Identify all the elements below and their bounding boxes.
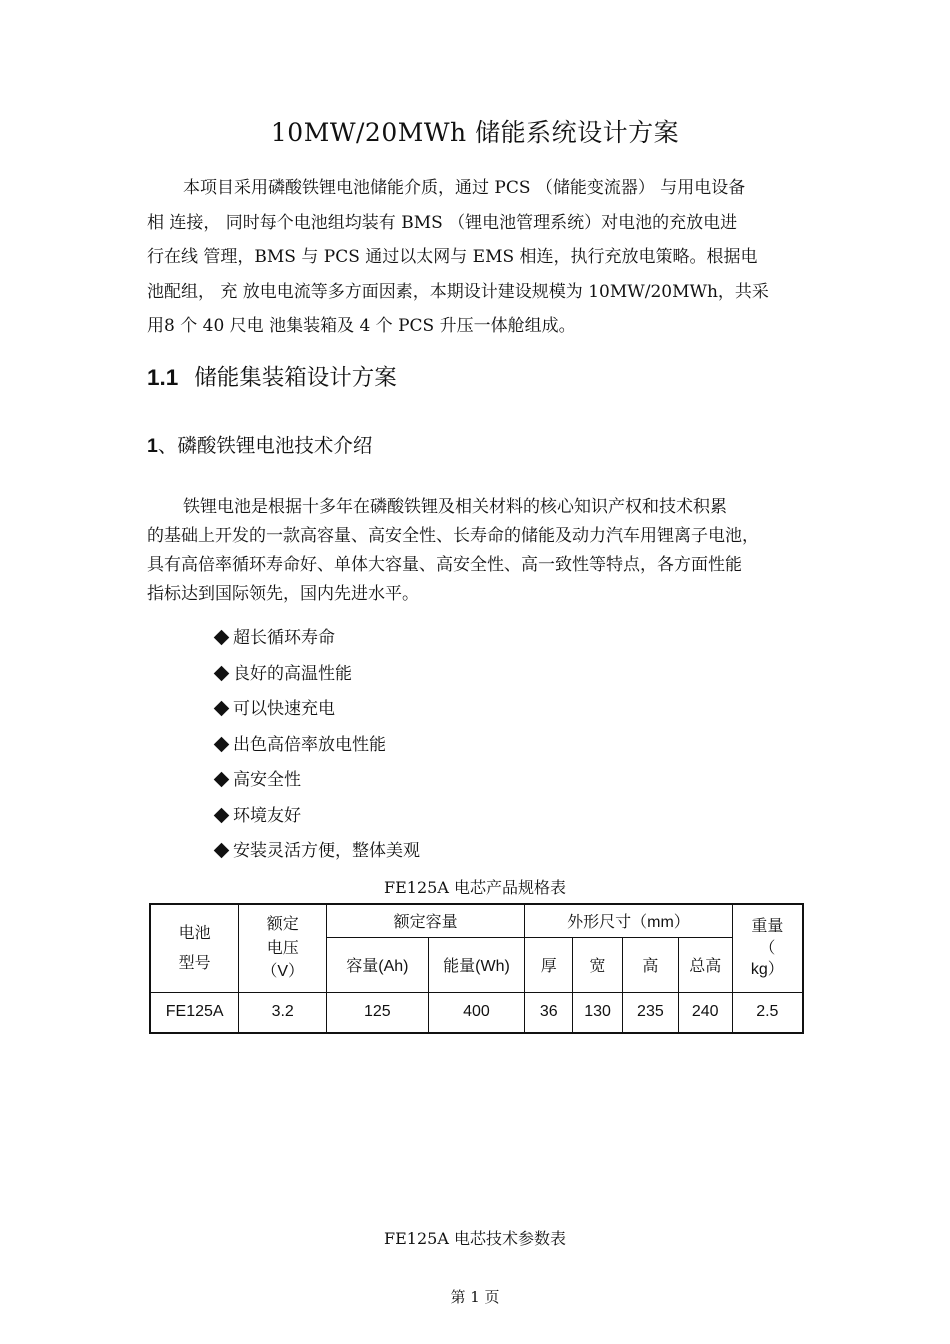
cell-height: 235 xyxy=(622,992,678,1033)
page-footer: 第 1 页 xyxy=(450,1288,500,1306)
cell-thick: 36 xyxy=(525,992,573,1033)
list-item: 良好的高温性能 xyxy=(214,660,420,696)
body-line: 铁锂电池是根据十多年在磷酸铁锂及相关材料的核心知识产权和技术积累 xyxy=(183,497,727,517)
cell-energy: 400 xyxy=(428,992,525,1033)
cell-capacity: 125 xyxy=(327,992,429,1033)
diamond-bullet-icon xyxy=(214,665,230,681)
section-title: 储能集装箱设计方案 xyxy=(194,365,397,391)
header-capacity-group: 额定容量 xyxy=(327,904,525,937)
body-paragraph xyxy=(147,493,803,609)
intro-line: 相 连接， 同时每个电池组均装有 BMS （锂电池管理系统）对电池的充放电进 xyxy=(147,212,738,233)
cell-voltage: 3.2 xyxy=(239,992,327,1033)
header-capacity: 容量(Ah) xyxy=(327,937,429,992)
diamond-bullet-icon xyxy=(214,843,230,859)
cell-model: FE125A xyxy=(150,992,239,1033)
header-voltage: 额定 电压 （V） xyxy=(239,904,327,992)
list-item: 环境友好 xyxy=(214,802,420,838)
intro-line: 行在线 管理，BMS 与 PCS 通过以太网与 EMS 相连，执行充放电策略。根据电 xyxy=(147,247,758,267)
subsection-title: 、磷酸铁锂电池技术介绍 xyxy=(157,434,373,457)
list-item: 可以快速充电 xyxy=(214,695,420,731)
header-weight: 重量 （ kg） xyxy=(732,904,803,992)
subsection-number: 1 xyxy=(147,435,158,457)
intro-line: 池配组， 充 放电电流等多方面因素，本期设计建设规模为 10MW/20MWh，共采 xyxy=(147,281,769,302)
next-table-caption: FE125A 电芯技术参数表 xyxy=(384,1229,566,1248)
intro-line: 用8 个 40 尺电 池集装箱及 4 个 PCS 升压一体舱组成。 xyxy=(147,316,576,336)
diamond-bullet-icon xyxy=(214,630,230,646)
diamond-bullet-icon xyxy=(214,701,230,717)
list-item: 超长循环寿命 xyxy=(214,624,420,660)
header-model: 电池 型号 xyxy=(150,904,239,992)
subsection-heading xyxy=(147,430,372,458)
feature-list xyxy=(214,624,420,873)
list-item: 出色高倍率放电性能 xyxy=(214,731,420,767)
cell-width: 130 xyxy=(573,992,623,1033)
section-heading xyxy=(147,360,397,392)
body-line: 的基础上开发的一款高容量、高安全性、长寿命的储能及动力汽车用锂离子电池， xyxy=(147,526,759,546)
intro-line: 本项目采用磷酸铁锂电池储能介质，通过 PCS （储能变流器） 与用电设备 xyxy=(183,178,746,198)
header-dimensions-group: 外形尺寸（mm） xyxy=(525,904,732,937)
diamond-bullet-icon xyxy=(214,807,230,823)
table-caption: FE125A 电芯产品规格表 xyxy=(384,878,566,897)
spec-table xyxy=(149,903,804,1034)
table-row xyxy=(150,992,803,1033)
cell-weight: 2.5 xyxy=(732,992,803,1033)
list-item: 高安全性 xyxy=(214,766,420,802)
header-height: 高 xyxy=(622,937,678,992)
intro-paragraph xyxy=(147,171,803,344)
body-line: 指标达到国际领先，国内先进水平。 xyxy=(147,584,419,604)
body-line: 具有高倍率循环寿命好、单体大容量、高安全性、高一致性等特点，各方面性能 xyxy=(147,555,742,575)
diamond-bullet-icon xyxy=(214,772,230,788)
section-number: 1.1 xyxy=(147,365,179,390)
cell-total-height: 240 xyxy=(678,992,732,1033)
document-title: 10MW/20MWh 储能系统设计方案 xyxy=(270,118,680,147)
list-item: 安装灵活方便，整体美观 xyxy=(214,837,420,873)
header-total-height: 总高 xyxy=(678,937,732,992)
header-width: 宽 xyxy=(573,937,623,992)
header-energy: 能量(Wh) xyxy=(428,937,525,992)
diamond-bullet-icon xyxy=(214,736,230,752)
header-thick: 厚 xyxy=(525,937,573,992)
